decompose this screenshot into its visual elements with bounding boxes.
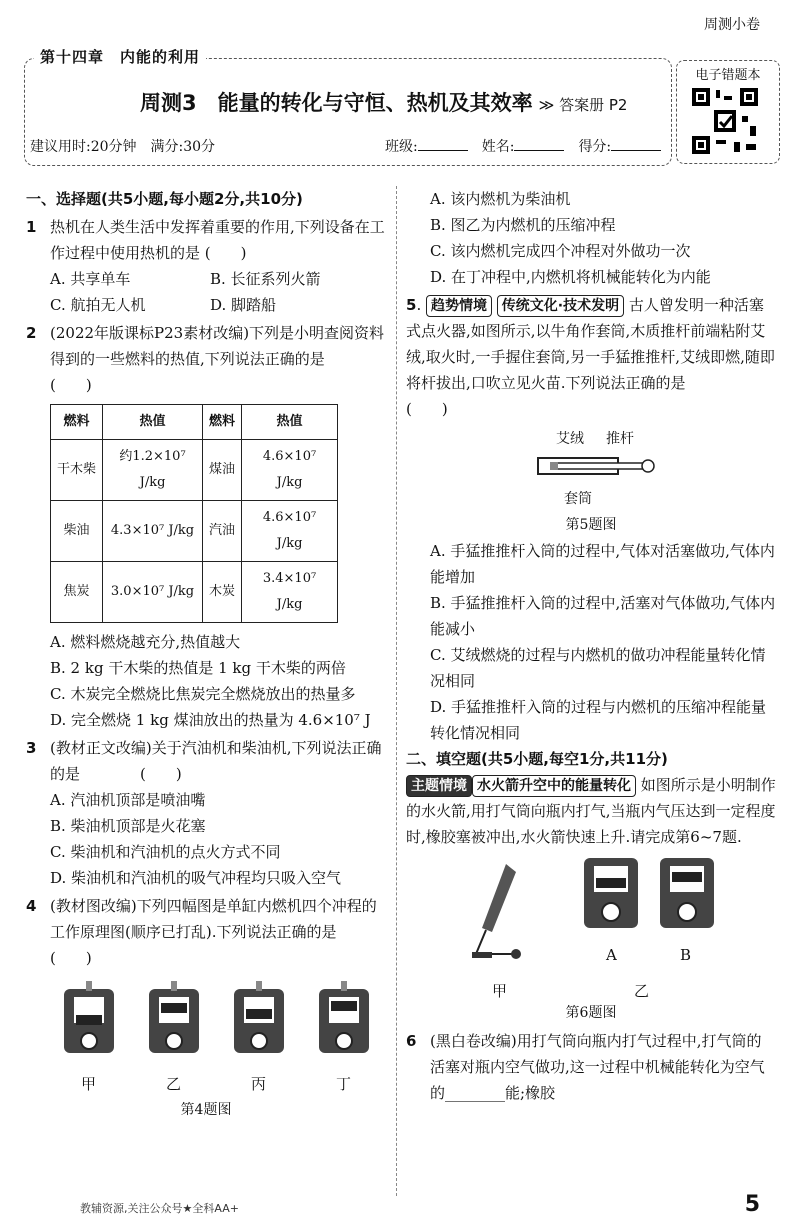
figure-label: 丙	[250, 1075, 266, 1093]
question-6	[406, 1028, 776, 1106]
question-3	[26, 735, 386, 891]
figure-label: B	[680, 946, 692, 964]
figure-label: 甲	[80, 1075, 96, 1093]
question-number: 4	[26, 897, 37, 915]
option-d: D. 脚踏船	[210, 296, 277, 314]
question-number: 6	[406, 1032, 417, 1050]
theme-topic-tag: 水火箭升空中的能量转化	[472, 775, 636, 797]
q4-option-b: B. 图乙为内燃机的压缩冲程	[430, 216, 616, 234]
question-stem: (2022年版课标P23素材改编)下列是小明查阅资料得到的一些燃料的热值,下列说法正确的是 ( )	[50, 324, 385, 394]
question-stem: 热机在人类生活中发挥着重要的作用,下列设备在工作过程中使用热机的是 ( )	[50, 218, 385, 262]
question-2	[26, 320, 386, 733]
section-fill-title: 二、填空题(共5小题,每空1分,共11分)	[406, 750, 668, 768]
option-d: D. 柴油机和汽油机的吸气冲程均只吸入空气	[50, 869, 342, 887]
figure-caption: 第4题图	[180, 1102, 232, 1118]
table-row: 柴油 4.3×10⁷ J/kg 汽油 4.6×10⁷ J/kg	[51, 501, 338, 562]
figure-label: 套筒	[564, 491, 592, 507]
page-title: 周测3 能量的转化与守恒、热机及其效率 ≫ 答案册 P2	[140, 91, 628, 115]
name-label: 姓名:	[481, 139, 515, 155]
question-number: 3	[26, 739, 37, 757]
footer-text: 教辅资源,关注公众号★全科AA+	[80, 1202, 239, 1215]
option-d: D. 手猛推推杆入筒的过程与内燃机的压缩冲程能量转化情况相同	[430, 698, 767, 742]
question-stem: (教材图改编)下列四幅图是单缸内燃机四个冲程的工作原理图(顺序已打乱).下列说法正确的是 ( )	[50, 897, 397, 967]
qr-code-icon[interactable]	[690, 86, 760, 156]
section-choice-title: 一、选择题(共5小题,每小题2分,共10分)	[26, 190, 303, 208]
option-b: B. 手猛推推杆入筒的过程中,活塞对气体做功,气体内能减小	[430, 594, 776, 638]
top-right-label: 周测小卷	[704, 17, 760, 33]
engine-diagram-icon	[224, 979, 294, 1063]
question-5: 5. 趋势情境 传统文化·技术发明 古人曾发明一种活塞式点火器,如图所示,以牛角作套筒,木质推杆前端粘附艾绒,取火时,一手握住套筒,另一手猛推推杆,艾绒即燃,随即将杆拔出,口吹立见火苗.下列说法正确的是 ( ) 艾绒 推杆 套筒 第5题图 A. 手猛推推杆入筒的过程中,气体对活塞做功,气体内能增加 B. 手猛推推杆入筒的过程中,活塞对气体做功,气体内能减小 C. 艾绒燃烧的过程与内燃机的做功冲程能量转化情况相同 D. 手猛推推杆入筒的过程与内燃机的压缩冲程能量转化情况相同	[406, 292, 776, 746]
theme-tag: 主题情境	[406, 775, 472, 797]
option-b: B. 2 kg 干木柴的热值是 1 kg 干木柴的两倍	[50, 659, 346, 677]
q4-option-d: D. 在丁冲程中,内燃机将机械能转化为内能	[430, 268, 711, 286]
q4-option-a: A. 该内燃机为柴油机	[430, 190, 571, 208]
option-a: A. 汽油机顶部是喷油嘴	[50, 791, 206, 809]
question-4	[26, 893, 397, 1123]
table-header: 热值	[242, 405, 338, 440]
right-column	[406, 186, 776, 1106]
figure-label: 推杆	[606, 431, 634, 447]
question-1	[26, 214, 386, 318]
igniter-diagram-icon	[536, 452, 656, 482]
table-header: 燃料	[203, 405, 242, 440]
water-rocket-figure	[406, 850, 776, 1000]
table-header: 热值	[103, 405, 203, 440]
table-row: 焦炭 3.0×10⁷ J/kg 木炭 3.4×10⁷ J/kg	[51, 562, 338, 623]
option-c: C. 艾绒燃烧的过程与内燃机的做功冲程能量转化情况相同	[430, 646, 766, 690]
q4-option-c: C. 该内燃机完成四个冲程对外做功一次	[430, 242, 691, 260]
culture-tag: 传统文化·技术发明	[497, 295, 624, 317]
option-c: C. 柴油机和汽油机的点火方式不同	[50, 843, 281, 861]
figure-label: 乙	[165, 1075, 181, 1093]
meta-line	[30, 136, 670, 156]
engine-figures	[26, 979, 386, 1097]
engine-diagram-icon	[139, 979, 209, 1063]
rocket-diagram-icon	[446, 860, 536, 970]
igniter-figure	[406, 426, 776, 512]
chapter-label: 第十四章 内能的利用	[34, 46, 206, 67]
score-label: 得分:	[578, 139, 612, 155]
column-divider	[396, 186, 397, 1196]
figure-label: 艾绒	[556, 431, 584, 447]
figure-caption: 第6题图	[565, 1005, 617, 1021]
theme-text: 如图所示是小明制作的水火箭,用打气筒向瓶内打气,当瓶内气压达到一定程度时,橡胶塞被冲出,水火箭快速上升.请完成第6~7题.	[406, 776, 776, 846]
option-a: A. 手猛推推杆入筒的过程中,气体对活塞做功,气体内能增加	[430, 542, 775, 586]
option-c: C. 木炭完全燃烧比焦炭完全燃烧放出的热量多	[50, 685, 356, 703]
fuel-table	[50, 404, 338, 623]
engine-a-icon	[576, 850, 646, 940]
option-a: A. 燃料燃烧越充分,热值越大	[50, 633, 241, 651]
figure-label: 甲	[492, 982, 508, 1000]
theme-context	[406, 772, 776, 850]
engine-diagram-icon	[309, 979, 379, 1063]
question-stem: 古人曾发明一种活塞式点火器,如图所示,以牛角作套筒,木质推杆前端粘附艾绒,取火时,一手握住套筒,另一手猛推推杆,艾绒即燃,随即将杆拔出,口吹立见火苗.下列说法正确的是 ( )	[406, 296, 775, 418]
figure-caption: 第5题图	[565, 517, 617, 533]
option-b: B. 长征系列火箭	[210, 270, 321, 288]
question-stem: (黑白卷改编)用打气筒向瓶内打气过程中,打气筒的活塞对瓶内空气做功,这一过程中机械能转化为空气的________能;橡胶	[430, 1032, 765, 1102]
class-label: 班级:	[385, 139, 418, 155]
question-number: 2	[26, 324, 37, 342]
option-d: D. 完全燃烧 1 kg 煤油放出的热量为 4.6×10⁷ J	[50, 711, 371, 729]
engine-b-icon	[652, 850, 722, 940]
option-c: C. 航拍无人机	[50, 296, 146, 314]
answer-ref: ≫ 答案册 P2	[538, 96, 628, 114]
time-info: 建议用时:20分钟 满分:30分	[30, 139, 216, 155]
option-b: B. 柴油机顶部是火花塞	[50, 817, 206, 835]
trend-tag: 趋势情境	[426, 295, 492, 317]
question-number: 5	[406, 296, 417, 314]
engine-diagram-icon	[54, 979, 124, 1063]
left-column	[26, 186, 397, 1123]
figure-label: 丁	[335, 1075, 351, 1093]
figure-label: 乙	[634, 982, 650, 1000]
page-number: 5	[744, 1192, 760, 1217]
option-a: A. 共享单车	[50, 270, 131, 288]
table-row: 干木柴 约1.2×10⁷ J/kg 煤油 4.6×10⁷ J/kg	[51, 440, 338, 501]
figure-label: A	[606, 946, 617, 964]
question-number: 1	[26, 218, 37, 236]
table-header: 燃料	[51, 405, 103, 440]
qr-label: 电子错题本	[695, 68, 761, 83]
question-stem: (教材正文改编)关于汽油机和柴油机,下列说法正确的是 ( )	[50, 739, 382, 783]
